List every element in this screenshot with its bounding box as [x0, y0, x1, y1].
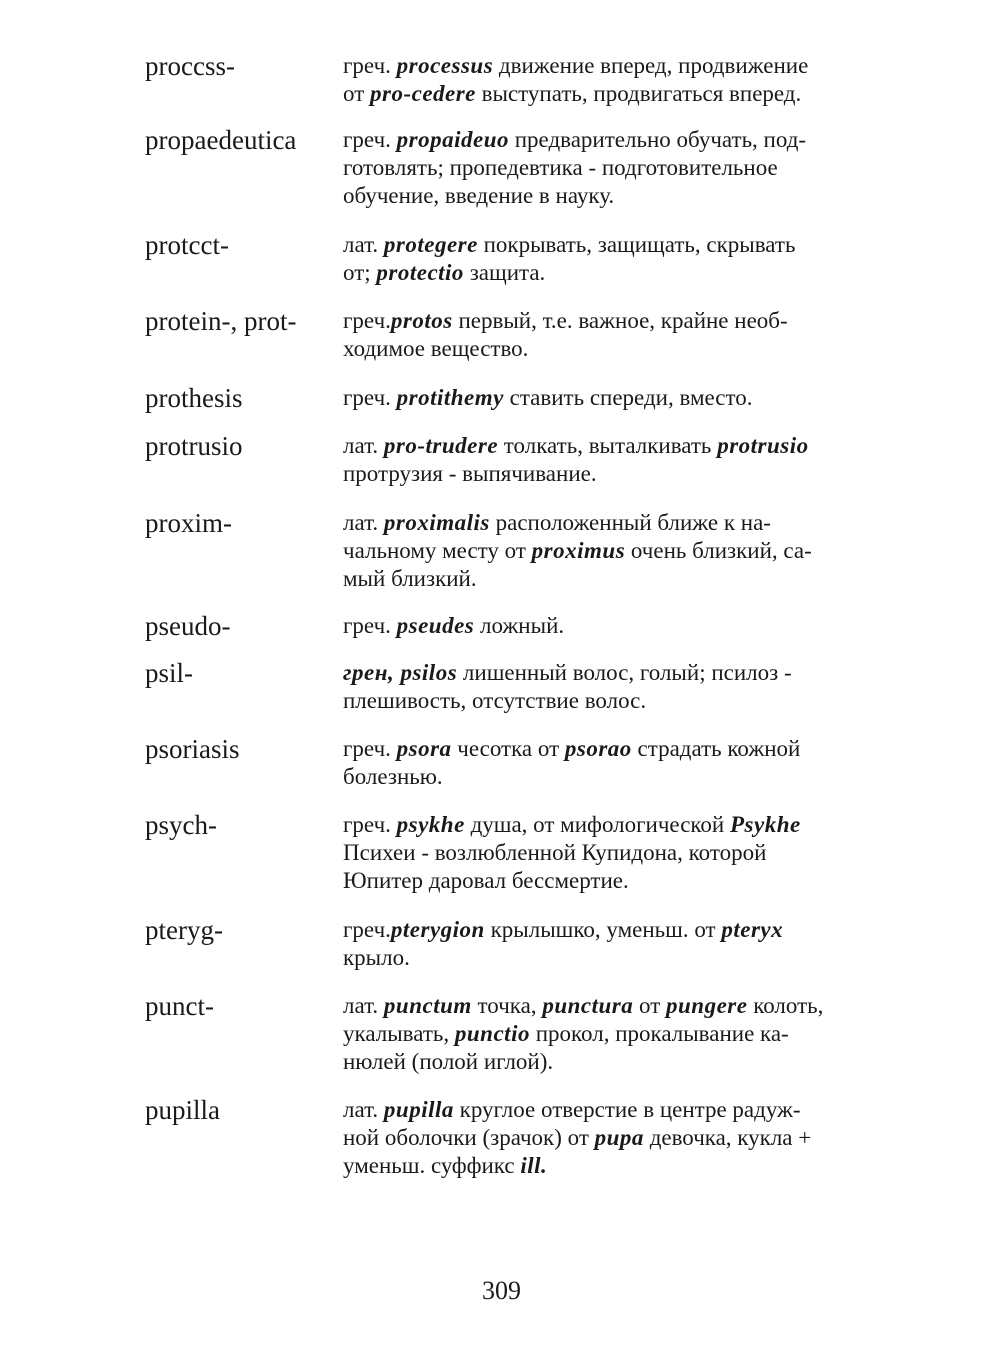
definition-line — [343, 1124, 863, 1152]
definition-text: греч. — [343, 308, 391, 333]
entry-definition — [343, 307, 863, 363]
definition-text: ной оболочки (зрачок) от — [343, 1125, 595, 1150]
definition-text: очень близкий, са- — [625, 538, 812, 563]
definition-text: девочка, кукла + — [643, 1125, 812, 1150]
entry-term: pseudo- — [145, 611, 231, 641]
etymon-word: pterygion — [390, 917, 485, 942]
definition-text: предварительно обучать, под- — [508, 127, 807, 152]
etymon-word: punctum — [383, 993, 472, 1018]
entry-definition — [343, 126, 863, 210]
entry-definition — [343, 659, 863, 715]
etymon-word: pteryx — [721, 917, 784, 942]
entry-definition — [343, 916, 863, 972]
definition-text: Психеи - возлюбленной Купидона, которой — [343, 840, 767, 865]
definition-text: готовлять; пропедевтика - подготовительное — [343, 155, 778, 180]
definition-text: чальному месту от — [343, 538, 532, 563]
definition-line — [343, 432, 863, 460]
etymon-word: processus — [396, 53, 494, 78]
definition-text: ходимое вещество. — [343, 336, 529, 361]
etymon-word: pupilla — [383, 1097, 454, 1122]
entry-term: punct- — [145, 991, 214, 1021]
etymon-word: psykhe — [396, 812, 465, 837]
definition-text: круглое отверстие в центре радуж- — [453, 1097, 801, 1122]
definition-text: болезнью. — [343, 764, 443, 789]
entry-term: prothesis — [145, 383, 243, 413]
definition-text: греч. — [343, 736, 397, 761]
etymon-word: protithemy — [396, 385, 504, 410]
etymon-word: proximalis — [383, 510, 490, 535]
definition-text: точка, — [471, 993, 543, 1018]
definition-line — [343, 126, 863, 154]
definition-line — [343, 52, 863, 80]
definition-text: от — [633, 993, 666, 1018]
definition-text: колоть, — [747, 993, 824, 1018]
definition-line — [343, 460, 863, 488]
definition-line — [343, 384, 863, 412]
definition-line — [343, 1020, 863, 1048]
definition-text: первый, т.е. важное, крайне необ- — [452, 308, 788, 333]
etymon-word: psorao — [564, 736, 632, 761]
entry-definition — [343, 509, 863, 593]
entry-definition — [343, 1096, 863, 1180]
definition-text: страдать кожной — [631, 736, 801, 761]
definition-text: чесотка от — [451, 736, 565, 761]
definition-text: Юпитер даровал бессмертие. — [343, 868, 629, 893]
definition-line — [343, 735, 863, 763]
etymon-word: punctura — [542, 993, 634, 1018]
definition-line — [343, 1096, 863, 1124]
definition-line — [343, 944, 863, 972]
entry-term: proxim- — [145, 508, 232, 538]
definition-text: лат. — [343, 993, 384, 1018]
definition-text: мый близкий. — [343, 566, 477, 591]
definition-text: обучение, введение в науку. — [343, 183, 615, 208]
definition-text: плешивость, отсутствие волос. — [343, 688, 647, 713]
definition-text: от; — [343, 260, 377, 285]
definition-line — [343, 231, 863, 259]
definition-text: греч. — [343, 917, 391, 942]
definition-line — [343, 659, 863, 687]
definition-line — [343, 335, 863, 363]
entry-definition — [343, 612, 863, 640]
definition-text: крыло. — [343, 945, 410, 970]
definition-text: греч. — [343, 812, 397, 837]
definition-text: греч. — [343, 127, 397, 152]
definition-text: греч. — [343, 53, 397, 78]
definition-line — [343, 612, 863, 640]
entry-definition — [343, 52, 863, 108]
definition-text: покрывать, защищать, скрывать — [477, 232, 796, 257]
etymon-word: ill. — [520, 1153, 548, 1178]
definition-line — [343, 867, 863, 895]
etymon-word: pupa — [594, 1125, 644, 1150]
definition-text: лишенный волос, голый; псилоз - — [457, 660, 792, 685]
definition-text: протрузия - выпячивание. — [343, 461, 597, 486]
definition-line — [343, 154, 863, 182]
definition-text: лат. — [343, 232, 384, 257]
definition-text: уменьш. суффикс — [343, 1153, 521, 1178]
etymon-word: protos — [390, 308, 453, 333]
etymon-word: protegere — [383, 232, 478, 257]
definition-text: толкать, выталкивать — [498, 433, 718, 458]
entry-definition — [343, 992, 863, 1076]
etymon-word: protectio — [376, 260, 464, 285]
definition-text: душа, от мифологической — [464, 812, 730, 837]
entry-definition — [343, 384, 863, 412]
definition-line — [343, 182, 863, 210]
etymon-word: Psykhe — [730, 812, 801, 837]
entry-term: pupilla — [145, 1095, 220, 1125]
definition-text: греч. — [343, 385, 397, 410]
entry-definition — [343, 735, 863, 791]
definition-text: лат. — [343, 510, 384, 535]
entry-term: protcct- — [145, 230, 229, 260]
definition-text: укалывать, — [343, 1021, 455, 1046]
etymon-word: proximus — [531, 538, 626, 563]
definition-line — [343, 509, 863, 537]
etymon-word: pro-cedere — [370, 81, 476, 106]
entry-term: protein-, prot- — [145, 306, 297, 336]
entry-term: protrusio — [145, 431, 243, 461]
definition-text: лат. — [343, 433, 384, 458]
entry-term: psil- — [145, 658, 194, 688]
entry-definition — [343, 231, 863, 287]
definition-line — [343, 307, 863, 335]
definition-line — [343, 1152, 863, 1180]
entry-term: pteryg- — [145, 915, 223, 945]
etymon-word: грен, psilos — [343, 660, 458, 685]
entry-term: propaedeutica — [145, 125, 297, 155]
page-number: 309 — [482, 1276, 521, 1305]
definition-line — [343, 687, 863, 715]
entry-term: psoriasis — [145, 734, 240, 764]
entry-definition — [343, 432, 863, 488]
etymon-word: protrusio — [717, 433, 809, 458]
entry-term: psych- — [145, 810, 217, 840]
definition-text: движение вперед, продвижение — [493, 53, 809, 78]
entry-term: proccss- — [145, 51, 235, 81]
definition-line — [343, 992, 863, 1020]
definition-line — [343, 916, 863, 944]
definition-line — [343, 537, 863, 565]
definition-text: защита. — [463, 260, 546, 285]
definition-text: лат. — [343, 1097, 384, 1122]
definition-line — [343, 565, 863, 593]
definition-text: ложный. — [474, 613, 565, 638]
definition-text: выступать, продвигаться вперед. — [475, 81, 802, 106]
definition-line — [343, 80, 863, 108]
etymon-word: pro-trudere — [383, 433, 499, 458]
etymon-word: pungere — [666, 993, 748, 1018]
etymon-word: propaideuo — [396, 127, 509, 152]
etymon-word: psora — [396, 736, 452, 761]
definition-line — [343, 1048, 863, 1076]
definition-text: крылышко, уменьш. от — [484, 917, 722, 942]
etymon-word: pseudes — [396, 613, 475, 638]
definition-line — [343, 259, 863, 287]
definition-text: расположенный ближе к на- — [489, 510, 771, 535]
definition-text: прокол, прокалывание ка- — [529, 1021, 789, 1046]
definition-text: от — [343, 81, 370, 106]
definition-text: нюлей (полой иглой). — [343, 1049, 554, 1074]
entry-definition — [343, 811, 863, 895]
definition-line — [343, 839, 863, 867]
definition-line — [343, 763, 863, 791]
definition-text: ставить спереди, вместо. — [503, 385, 753, 410]
definition-line — [343, 811, 863, 839]
definition-text: греч. — [343, 613, 397, 638]
etymon-word: punctio — [454, 1021, 530, 1046]
